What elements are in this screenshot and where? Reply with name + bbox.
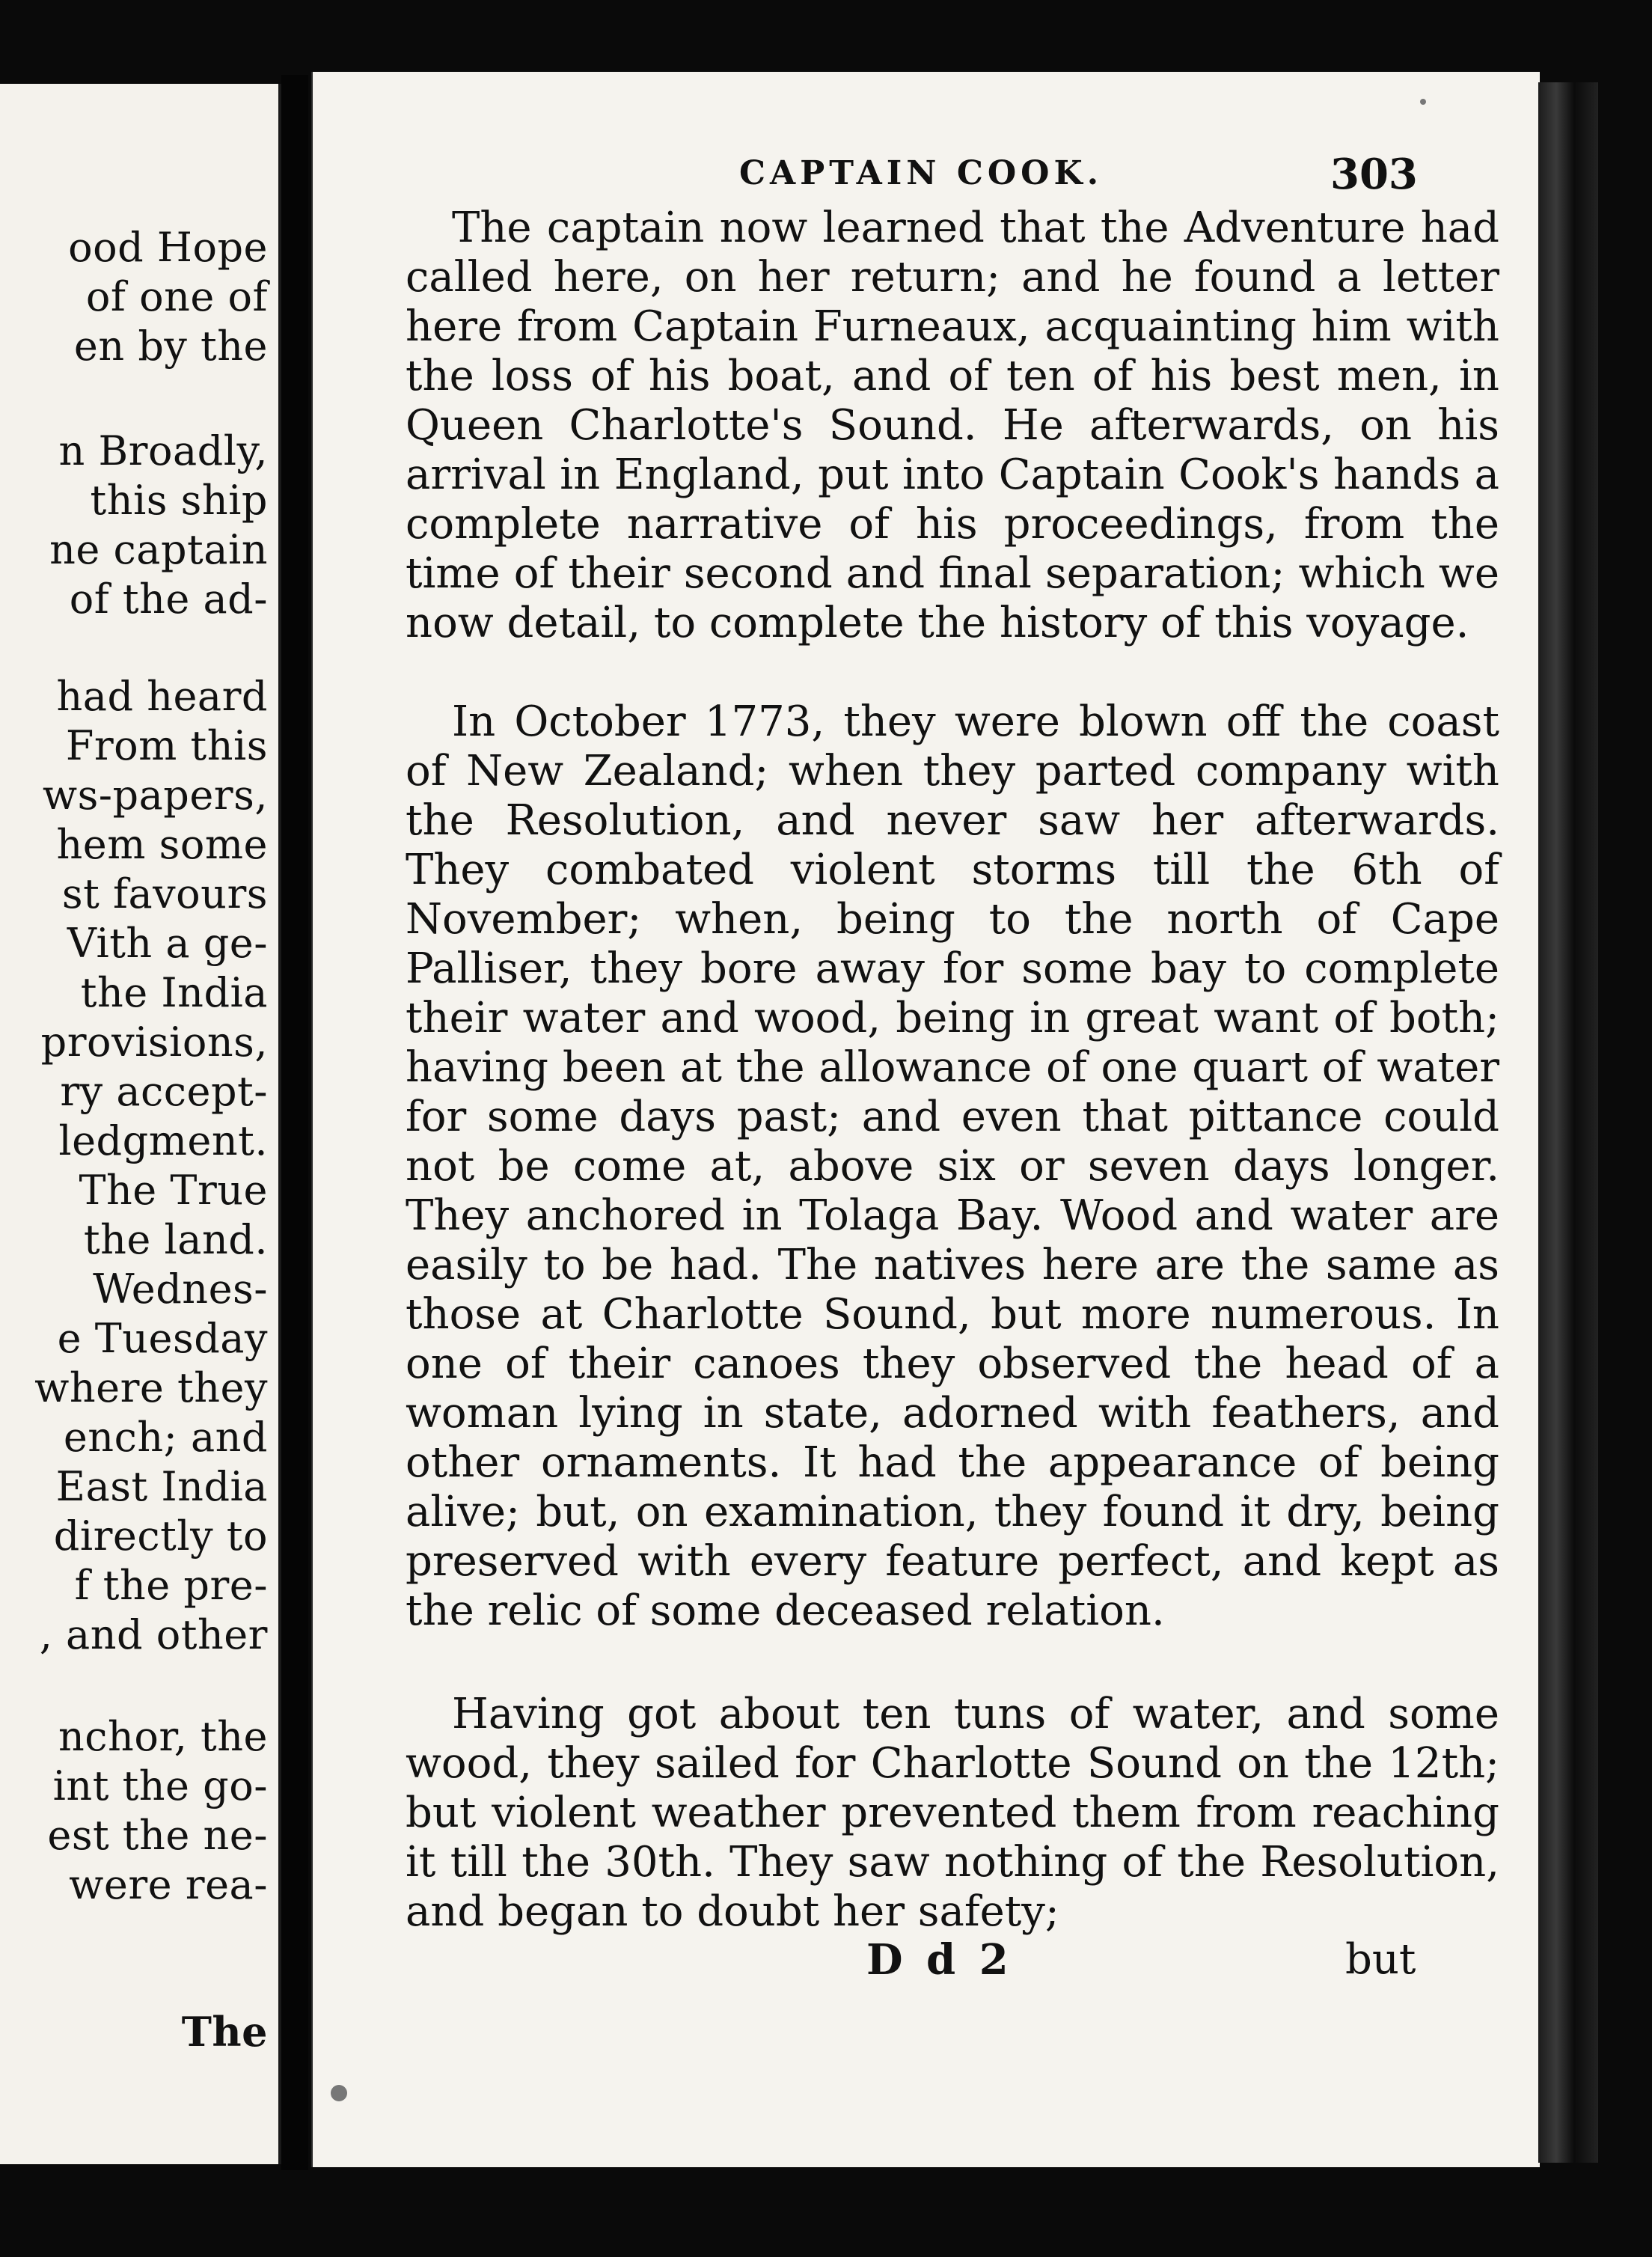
left-line: directly to bbox=[53, 1512, 268, 1560]
left-line: int the go- bbox=[52, 1762, 268, 1809]
left-line: ne captain bbox=[49, 526, 268, 573]
signature-mark: D d 2 bbox=[866, 1935, 1013, 1985]
left-line: of the ad- bbox=[69, 575, 268, 623]
left-line: ench; and bbox=[63, 1414, 268, 1461]
left-line: e Tuesday bbox=[57, 1315, 268, 1362]
left-line: were rea- bbox=[69, 1861, 268, 1908]
left-line: the land. bbox=[83, 1216, 268, 1263]
left-line: ood Hope bbox=[68, 224, 268, 271]
left-line: , and other bbox=[39, 1611, 268, 1658]
catchword: but bbox=[1345, 1935, 1416, 1984]
left-line: The True bbox=[79, 1167, 268, 1214]
left-line: nchor, the bbox=[58, 1713, 268, 1760]
left-line: the India bbox=[80, 969, 268, 1016]
left-line: st favours bbox=[61, 870, 268, 917]
left-line: Vith a ge- bbox=[67, 920, 268, 967]
left-line: n Broadly, bbox=[58, 427, 268, 474]
running-title: CAPTAIN COOK. bbox=[739, 154, 1104, 192]
left-line: Wednes- bbox=[93, 1265, 268, 1313]
ink-speck bbox=[331, 2085, 347, 2101]
left-line: From this bbox=[65, 722, 268, 769]
left-line: est the ne- bbox=[47, 1812, 268, 1859]
left-line: en by the bbox=[73, 323, 268, 370]
page-edge bbox=[1538, 82, 1598, 2163]
left-line: had heard bbox=[56, 673, 268, 720]
book-gutter bbox=[281, 75, 308, 2170]
left-line: ws-papers, bbox=[42, 772, 268, 819]
page-number: 303 bbox=[1330, 150, 1418, 199]
paragraph: Having got about ten tuns of water, and some wood, they sailed for Charlotte Sound on the 12th; but violent weather prevented them from reaching it till the 30th. They saw nothing of the Resolution, and began to doubt her safety; bbox=[406, 1690, 1499, 1936]
left-catchword: The bbox=[181, 2008, 268, 2056]
left-line: of one of bbox=[85, 273, 268, 320]
paragraph: In October 1773, they were blown off the coast of New Zealand; when they parted company with the Resolution, and never saw her afterwards. They combated violent storms till the 6th of November; when, being to the north of Cape Palliser, they bore away for some bay to complete their water and wood, being in great want of both; having been at the allowance of one quart of water for some days past; and even that pittance could not be come at, above six or seven days longer. They anchored in Tolaga Bay. Wood and water are easily to be had. The natives here are the same as those at Charlotte Sound, but more numerous. In one of their canoes they observed the head of a woman lying in state, adorned with feathers, and other ornaments. It had the appearance of being alive; but, on examination, they found it dry, being preserved with every feature perfect, and kept as the relic of some deceased relation. bbox=[406, 697, 1499, 1635]
left-line: where they bbox=[34, 1364, 268, 1411]
left-line: f the pre- bbox=[74, 1562, 268, 1609]
running-head bbox=[313, 150, 1540, 210]
left-line: ry accept- bbox=[60, 1068, 268, 1115]
left-line: this ship bbox=[90, 477, 268, 524]
left-line: East India bbox=[55, 1463, 268, 1510]
left-line: hem some bbox=[56, 821, 268, 868]
left-line: provisions, bbox=[40, 1018, 268, 1066]
right-page bbox=[311, 72, 1540, 2167]
ink-speck bbox=[1420, 99, 1426, 105]
left-page bbox=[0, 84, 281, 2164]
left-line: ledgment. bbox=[58, 1117, 268, 1164]
paragraph: The captain now learned that the Adventure had called here, on her return; and he found a letter here from Captain Furneaux, acquainting him with the loss of his boat, and of ten of his best men, in Queen Charlotte's Sound. He afterwards, on his arrival in England, put into Captain Cook's hands a complete narrative of his proceedings, from the time of their second and final separation; which we now detail, to complete the history of this voyage. bbox=[406, 204, 1499, 647]
